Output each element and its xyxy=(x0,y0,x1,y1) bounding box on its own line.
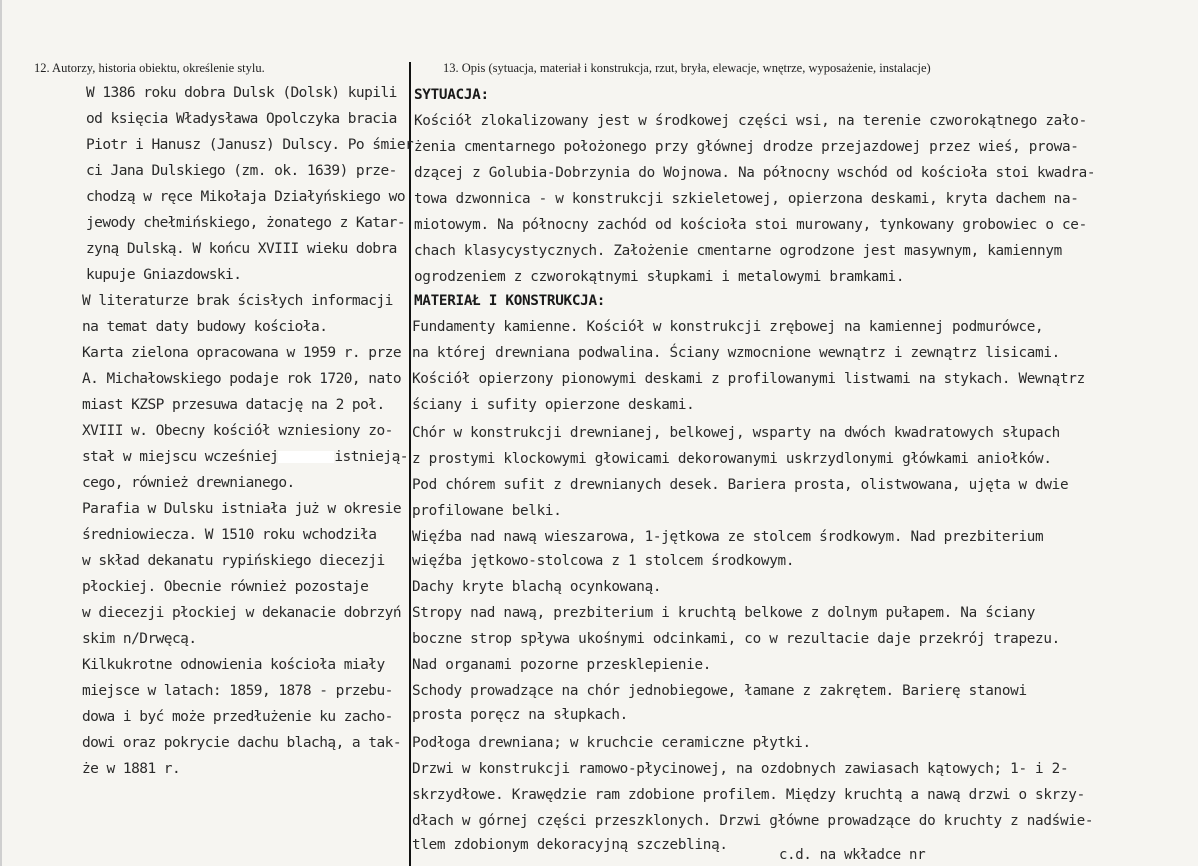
description-line: chach klasycystycznych. Założenie cmentarne ogrodzone jest masywnym, kamiennym xyxy=(414,243,1062,259)
history-line: W literaturze brak ścisłych informacji xyxy=(82,293,393,309)
history-line: A. Michałowskiego podaje rok 1720, nato xyxy=(82,371,402,387)
section-heading-sytuacja: SYTUACJA: xyxy=(414,87,489,103)
description-line: towa dzwonnica - w konstrukcji szkieletowej, opierzona deskami, kryta dachem na- xyxy=(414,191,1079,207)
description-line: ściany i sufity opierzone deskami. xyxy=(412,397,695,413)
description-line: Kościół zlokalizowany jest w środkowej części wsi, na terenie czworokątnego zało- xyxy=(414,113,1087,129)
description-line: Chór w konstrukcji drewnianej, belkowej, wsparty na dwóch kwadratowych słupach xyxy=(412,425,1060,441)
history-line: zyną Dulską. W końcu XVIII wieku dobra xyxy=(86,241,397,257)
history-line: W 1386 roku dobra Dulsk (Dolsk) kupili xyxy=(86,85,397,101)
history-line: miejsce w latach: 1859, 1878 - przebu- xyxy=(82,683,393,699)
description-line: Dachy kryte blachą ocynkowaną. xyxy=(412,579,662,595)
description-line: Drzwi w konstrukcji ramowo-płycinowej, na ozdobnych zawiasach kątowych; 1- i 2- xyxy=(412,761,1069,777)
history-line: Parafia w Dulsku istniała już w okresie xyxy=(82,501,402,517)
history-line: płockiej. Obecnie również pozostaje xyxy=(82,579,369,595)
description-line: skrzydłowe. Krawędzie ram zdobione profilem. Między kruchtą a nawą drzwi o skrzy- xyxy=(412,787,1085,803)
history-line: od księcia Władysława Opolczyka bracia xyxy=(86,111,397,127)
description-line: żenia cmentarnego położonego przy głównej drodze przejazdowej przez wieś, prowa- xyxy=(414,139,1079,155)
history-line: jewody chełmińskiego, żonatego z Katar- xyxy=(86,215,406,231)
history-line: dowa i być może przedłużenie ku zacho- xyxy=(82,709,393,725)
correction-blank xyxy=(278,451,334,463)
description-line: Więźba nad nawą wieszarowa, 1-jętkowa ze stolcem środkowym. Nad prezbiterium xyxy=(412,529,1044,545)
continuation-note: c.d. na wkładce nr xyxy=(779,847,926,863)
history-line: dowi oraz pokrycie dachu blachą, a tak- xyxy=(82,735,402,751)
history-line: cego, również drewnianego. xyxy=(82,475,295,491)
description-line: prosta poręcz na słupkach. xyxy=(412,707,628,723)
description-line: dzącej z Golubia-Dobrzynia do Wojnowa. Na północny wschód od kościoła stoi kwadra- xyxy=(414,165,1096,181)
description-line: na której drewniana podwalina. Ściany wzmocnione wewnątrz i zewnątrz lisicami. xyxy=(412,345,1060,361)
history-line: chodzą w ręce Mikołaja Działyńskiego wo xyxy=(86,189,406,205)
description-line: Nad organami pozorne przesklepienie. xyxy=(412,657,712,673)
history-line: w skład dekanatu rypińskiego diecezji xyxy=(82,553,385,569)
description-line: Podłoga drewniana; w kruchcie ceramiczne płytki. xyxy=(412,735,811,751)
section-heading-material: MATERIAŁ I KONSTRUKCJA: xyxy=(414,293,606,309)
history-line: Piotr i Hanusz (Janusz) Dulscy. Po śmier xyxy=(86,137,414,153)
description-line: miotowym. Na północny zachód od kościoła stoi murowany, tynkowany grobowiec o ce- xyxy=(414,217,1087,233)
history-line: że w 1881 r. xyxy=(82,761,181,777)
description-line: Schody prowadzące na chór jednobiegowe, łamane z zakrętem. Barierę stanowi xyxy=(412,683,1027,699)
history-line: w diecezji płockiej w dekanacie dobrzyń xyxy=(82,605,402,621)
description-line: Stropy nad nawą, prezbiterium i kruchtą belkowe z dolnym pułapem. Na ściany xyxy=(412,605,1036,621)
description-line: dłach w górnej części przeszklonych. Drzwi główne prowadzące do kruchty z nadświe- xyxy=(412,813,1094,829)
description-line: tlem zdobionym dekoracyjną szczebliną. xyxy=(412,837,728,853)
column-divider xyxy=(409,62,411,866)
description-line: ogrodzeniem z czworokątnymi słupkami i metalowymi bramkami. xyxy=(414,269,905,285)
section-13-header: 13. Opis (sytuacja, materiał i konstrukcja, rzut, bryła, elewacje, wnętrze, wyposażenie, instalacje) xyxy=(443,61,931,75)
history-line: XVIII w. Obecny kościół wzniesiony zo- xyxy=(82,423,393,439)
history-line: średniowiecza. W 1510 roku wchodziła xyxy=(82,527,377,543)
history-line: miast KZSP przesuwa datację na 2 poł. xyxy=(82,397,385,413)
history-line: ci Jana Dulskiego (zm. ok. 1639) prze- xyxy=(86,163,397,179)
history-line: skim n/Drwęcą. xyxy=(82,631,197,647)
history-line: Karta zielona opracowana w 1959 r. prze xyxy=(82,345,402,361)
description-line: boczne strop spływa ukośnymi odcinkami, co w rezultacie daje przekrój trapezu. xyxy=(412,631,1060,647)
description-line: profilowane belki. xyxy=(412,503,562,519)
description-line: więźba jętkowo-stolcowa z 1 stolcem środkowym. xyxy=(412,553,795,569)
description-line: Kościół opierzony pionowymi deskami z profilowanymi listwami na stykach. Wewnątrz xyxy=(412,371,1085,387)
history-line: Kilkukrotne odnowienia kościoła miały xyxy=(82,657,385,673)
history-line: na temat daty budowy kościoła. xyxy=(82,319,328,335)
section-12-header: 12. Autorzy, historia obiektu, określenie stylu. xyxy=(34,61,265,75)
description-line: z prostymi klockowymi głowicami dekorowanymi uskrzydlonymi główkami aniołków. xyxy=(412,451,1052,467)
history-line: stał w miejscu wcześniej istnieją- xyxy=(82,449,408,465)
history-line: kupuje Gniazdowski. xyxy=(86,267,242,283)
description-line: Fundamenty kamienne. Kościół w konstrukcji zrębowej na kamiennej podmurówce, xyxy=(412,319,1044,335)
description-line: Pod chórem sufit z drewnianych desek. Bariera prosta, olistwowana, ujęta w dwie xyxy=(412,477,1069,493)
